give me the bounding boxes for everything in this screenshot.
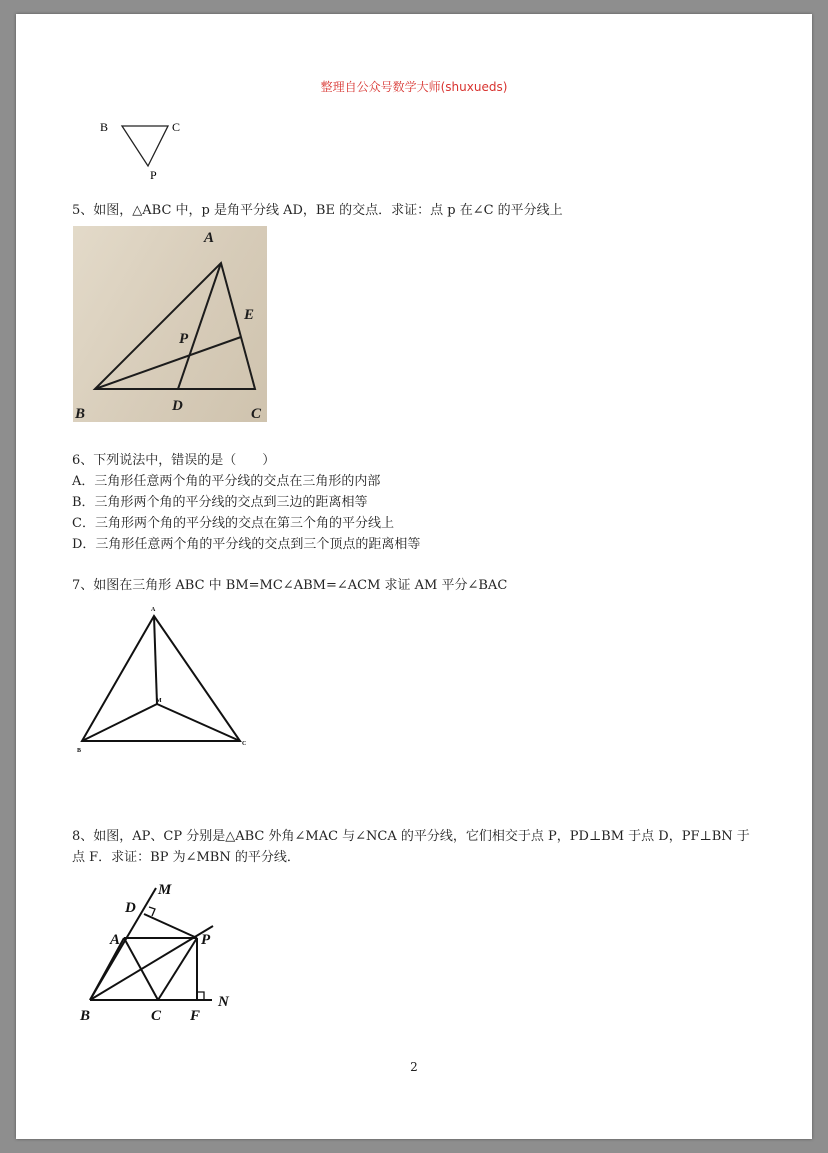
segment-pd — [144, 914, 197, 938]
label-c: C — [242, 741, 247, 747]
triangle-bcp-shape — [122, 126, 168, 166]
label-a: A — [151, 607, 156, 613]
right-angle-f — [197, 992, 204, 1000]
label-f: F — [190, 1008, 201, 1024]
label-c: C — [172, 120, 181, 134]
question-6-stem: 6、下列说法中，错误的是（ ） — [72, 453, 276, 468]
figure-triangle-bcp — [86, 114, 206, 184]
label-d: D — [125, 900, 136, 916]
bisector-be — [95, 337, 241, 389]
figure-q5 — [73, 226, 267, 422]
segment-am — [154, 616, 157, 704]
question-5: 5、如图，△ABC 中，p 是角平分线 AD，BE 的交点．求证：点 p 在∠C 的平分线上 — [72, 203, 563, 218]
label-m: M — [158, 882, 172, 898]
question-7: 7、如图在三角形 ABC 中 BM=MC∠ABM=∠ACM 求证 AM 平分∠BAC — [72, 578, 508, 593]
question-8-line-2: 点 F．求证：BP 为∠MBN 的平分线． — [72, 850, 300, 865]
label-c: C — [151, 1008, 162, 1024]
page-header: 整理自公众号数学大师(shuxueds) — [320, 80, 508, 94]
label-p: P — [179, 331, 189, 347]
label-d: D — [172, 398, 183, 414]
question-6-option-a: A．三角形任意两个角的平分线的交点在三角形的内部 — [72, 474, 381, 489]
label-b: B — [80, 1008, 91, 1024]
bisector-ad — [178, 263, 221, 389]
label-c: C — [251, 406, 262, 422]
question-6-option-d: D．三角形任意两个角的平分线的交点到三个顶点的距离相等 — [72, 537, 421, 552]
label-n: N — [218, 994, 229, 1010]
label-p: P — [150, 168, 157, 182]
question-8-line-1: 8、如图，AP、CP 分别是△ABC 外角∠MAC 与∠NCA 的平分线，它们相交于点 P，PD⊥BM 于点 D，PF⊥BN 于 — [72, 829, 750, 844]
triangle-abc — [82, 616, 240, 741]
label-m: M — [156, 698, 162, 704]
label-e: E — [244, 307, 255, 323]
question-6-option-b: B．三角形两个角的平分线的交点到三边的距离相等 — [72, 495, 368, 510]
label-b: B — [75, 406, 86, 422]
triangle-abc — [95, 263, 255, 389]
figure-q7 — [72, 602, 262, 762]
figure-q8 — [72, 876, 252, 1026]
question-6-option-c: C．三角形两个角的平分线的交点在第三个角的平分线上 — [72, 516, 394, 531]
label-p: P — [201, 932, 211, 948]
label-b: B — [77, 748, 82, 754]
label-a: A — [204, 230, 215, 246]
page-number: 2 — [410, 1060, 418, 1074]
label-a: A — [110, 932, 121, 948]
label-b: B — [100, 120, 109, 134]
right-angle-d — [149, 907, 155, 916]
figure-q5-photo — [73, 226, 267, 422]
document-page — [16, 14, 812, 1139]
